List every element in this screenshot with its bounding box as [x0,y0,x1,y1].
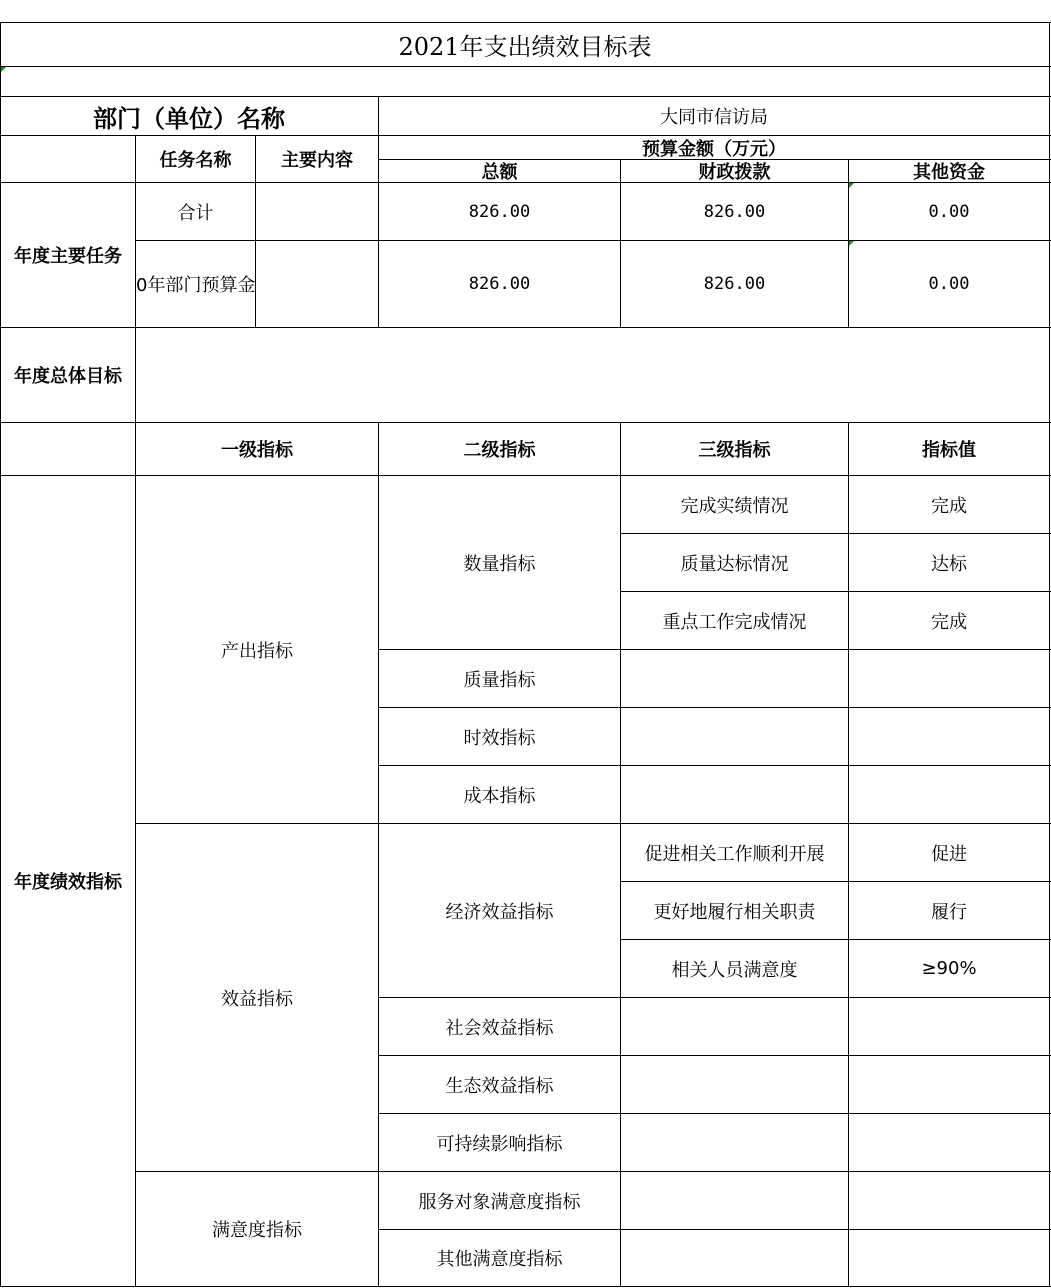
level1-header: 一级指标 [221,440,293,461]
overall-goal-label: 年度总体目标 [14,366,122,387]
output-indicator-label: 产出指标 [221,640,293,662]
task-row-name: 合计 [177,202,214,224]
other-satisfaction-label: 其他满意度指标 [436,1249,563,1270]
budget-amount-header: 预算金额（万元） [642,138,786,159]
performance-label: 年度绩效指标 [14,872,122,893]
other-header: 其他资金 [913,162,985,182]
cost-indicator-label: 成本指标 [463,785,536,807]
indicator-value: 促进 [931,843,967,865]
level3-item: 促进相关工作顺利开展 [644,843,825,865]
benefit-indicator-label: 效益指标 [221,988,293,1010]
level3-item: 重点工作完成情况 [662,611,807,633]
page-title: 2021年支出绩效目标表 [398,33,652,61]
task-name-header: 任务名称 [159,150,232,171]
level3-item: 质量达标情况 [680,553,789,575]
economic-indicator-label: 经济效益指标 [445,901,554,923]
level3-item: 相关人员满意度 [671,959,798,981]
task-row-fiscal: 826.00 [703,274,766,294]
quantity-indicator-label: 数量指标 [463,553,536,575]
task-row-total: 826.00 [468,274,531,294]
task-row-name: 0年部门预算金 [136,275,255,296]
task-row-content [256,183,378,240]
indicator-value: 完成 [931,495,967,517]
cell-marker [1,67,6,72]
task-row-fiscal: 826.00 [703,201,766,222]
fiscal-header: 财政拨款 [698,162,771,182]
indicator-value: 达标 [931,553,967,575]
level2-header: 二级指标 [463,440,536,461]
total-header: 总额 [481,162,518,182]
task-row-total: 826.00 [468,201,531,222]
task-row-content [256,241,378,327]
task-row-other: 0.00 [928,201,970,222]
level3-item: 完成实绩情况 [680,495,789,517]
indicator-value-header: 指标值 [922,440,976,461]
sustainable-indicator-label: 可持续影响指标 [436,1133,563,1155]
satisfaction-indicator-label: 满意度指标 [212,1220,302,1241]
dept-label: 部门（单位）名称 [93,104,285,133]
timeliness-indicator-label: 时效指标 [463,727,536,749]
overall-goal-value [136,328,1049,422]
indicator-value: 完成 [931,611,967,633]
level3-header: 三级指标 [698,440,771,461]
dept-value: 大同市信访局 [660,107,768,128]
ecological-indicator-label: 生态效益指标 [445,1075,554,1097]
service-satisfaction-label: 服务对象满意度指标 [418,1191,581,1213]
task-row-other: 0.00 [928,274,970,294]
quality-indicator-label: 质量指标 [463,669,536,691]
social-indicator-label: 社会效益指标 [445,1017,554,1039]
main-content-header: 主要内容 [281,150,353,171]
annual-tasks-label: 年度主要任务 [14,246,122,267]
indicator-value: ≥90% [921,958,977,979]
indicator-value: 履行 [931,901,967,923]
level3-item: 更好地履行相关职责 [653,901,816,923]
